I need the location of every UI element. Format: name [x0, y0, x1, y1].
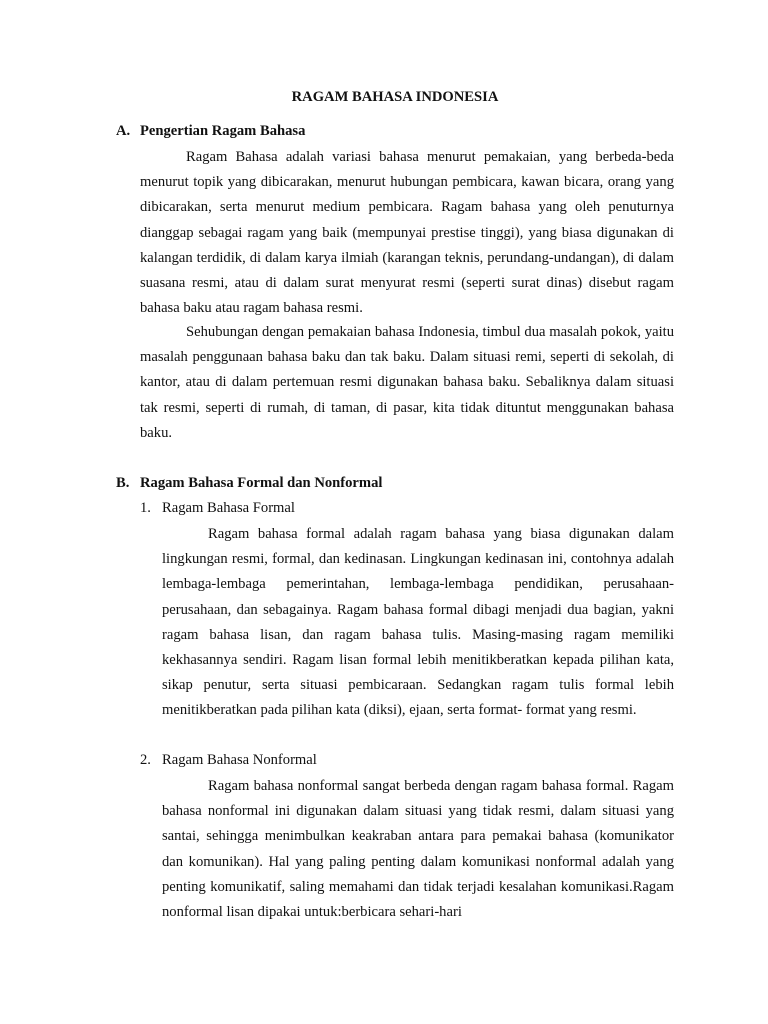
section-b-title: Ragam Bahasa Formal dan Nonformal	[140, 475, 383, 491]
list-item-nonformal	[140, 749, 317, 771]
nonformal-paragraph: Ragam bahasa nonformal sangat berbeda dengan ragam bahasa formal. Ragam bahasa nonformal ini digunakan dalam situasi yang tidak resmi, dalam situasi yang santai, sehingga menimbulkan keakraban antara para pemakai bahasa (komunikator dan komunikan). Hal yang paling penting dalam komunikasi nonformal adalah yang penting komunikatif, saling memahami dan tidak terjadi kesalahan komunikasi.Ragam nonformal lisan dipakai untuk:berbicara sehari-hari	[162, 778, 674, 921]
document-title: RAGAM BAHASA INDONESIA	[291, 89, 499, 105]
list-item-formal	[140, 497, 295, 519]
section-b-letter: B.	[116, 475, 130, 491]
list-item-number: 1.	[140, 500, 151, 516]
section-a-heading	[116, 120, 305, 142]
list-item-label: Ragam Bahasa Formal	[162, 500, 295, 516]
section-b-heading	[116, 472, 382, 494]
formal-paragraph: Ragam bahasa formal adalah ragam bahasa yang biasa digunakan dalam lingkungan resmi, formal, dan kedinasan. Lingkungan kedinasan ini, contohnya adalah lembaga-lembaga pemerintahan, lembaga-lembaga pendidikan, perusahaan-perusahaan, dan sebagainya. Ragam bahasa formal dibagi menjadi dua bagian, yakni ragam bahasa lisan, dan ragam bahasa tulis. Masing-masing ragam memiliki kekhasannya sendiri. Ragam lisan formal lebih menitikberatkan kepada pilihan kata, sikap penutur, serta situasi pembicaraan. Sedangkan ragam tulis formal lebih menitikberatkan pada pilihan kata (diksi), ejaan, serta format- format yang resmi.	[162, 526, 674, 719]
section-a-title: Pengertian Ragam Bahasa	[140, 123, 306, 139]
section-a-letter: A.	[116, 123, 131, 139]
section-a-paragraph-1: Ragam Bahasa adalah variasi bahasa menurut pemakaian, yang berbeda-beda menurut topik yang dibicarakan, menurut hubungan pembicara, kawan bicara, orang yang dibicarakan, serta menurut medium pembicara. Ragam bahasa yang oleh penuturnya dianggap sebagai ragam yang baik (mempunyai prestise tinggi), yang biasa digunakan di kalangan terdidik, di dalam karya ilmiah (karangan teknis, perundang-undangan), di dalam suasana resmi, atau di dalam surat menyurat resmi (seperti surat dinas) disebut ragam bahasa baku atau ragam bahasa resmi.	[140, 149, 674, 317]
list-item-label: Ragam Bahasa Nonformal	[162, 752, 317, 768]
list-item-number: 2.	[140, 752, 151, 768]
section-a-paragraph-2: Sehubungan dengan pemakaian bahasa Indonesia, timbul dua masalah pokok, yaitu masalah penggunaan bahasa baku dan tak baku. Dalam situasi remi, seperti di sekolah, di kantor, atau di dalam pertemuan resmi digunakan bahasa baku. Sebaliknya dalam situasi tak resmi, seperti di rumah, di taman, di pasar, kita tidak dituntut menggunakan bahasa baku.	[140, 324, 674, 441]
